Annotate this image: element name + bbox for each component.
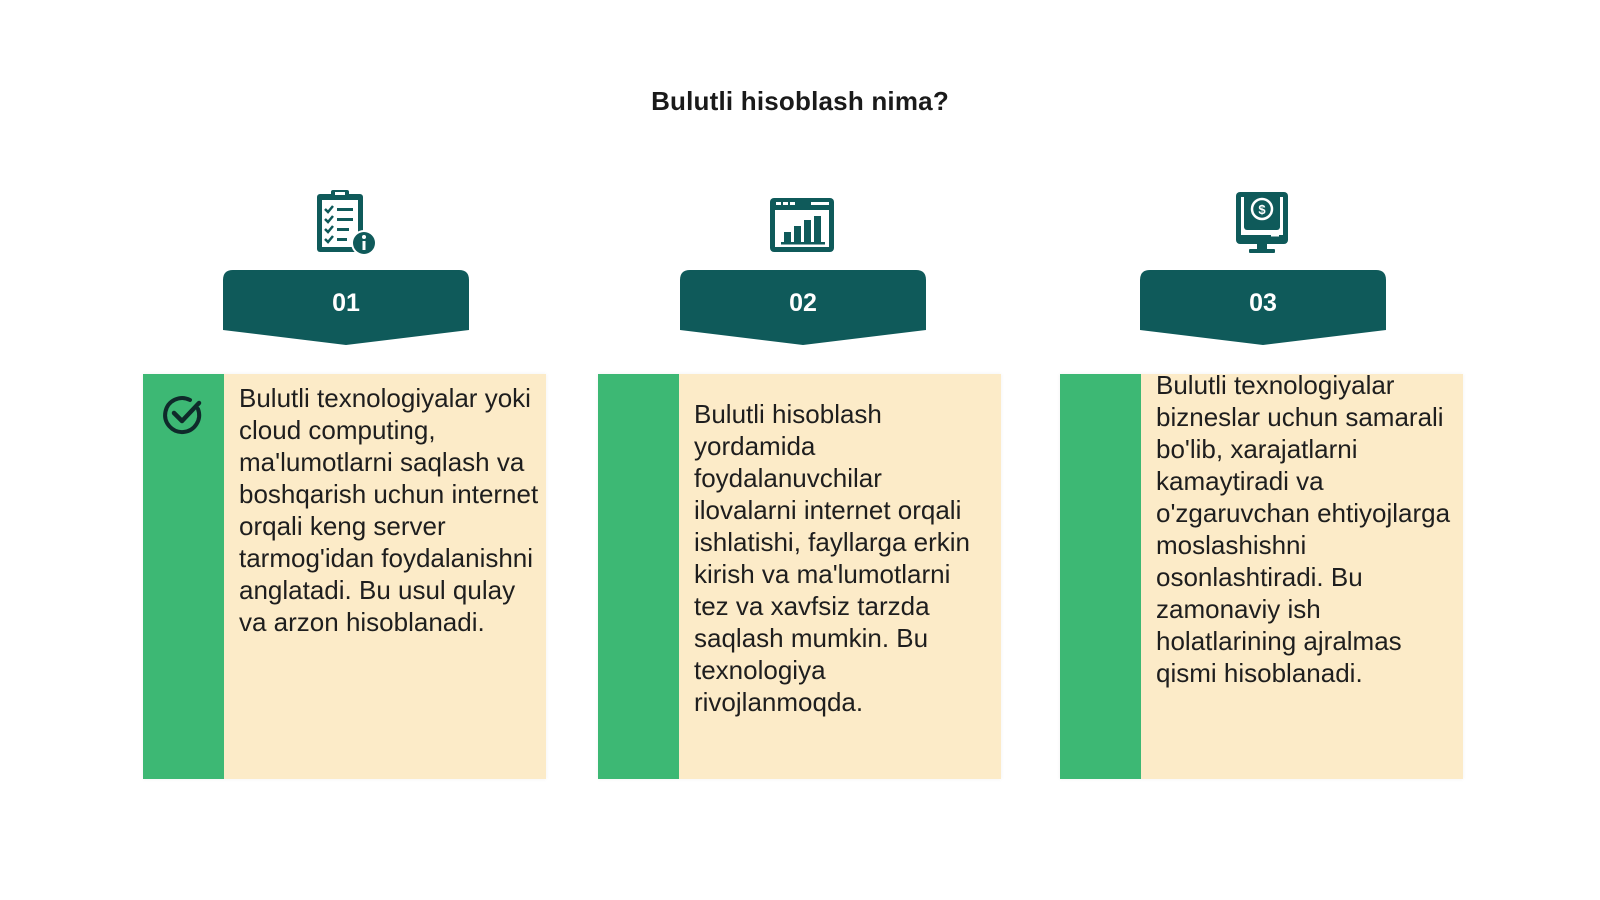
- step-column-01: [143, 0, 563, 900]
- step-description: Bulutli texnologiyalar yoki cloud computing, ma'lumotlarni saqlash va boshqarish uchun internet orqali keng server tarmog'idan foydalanishni anglatadi. Bu usul qulay va arzon hisoblanadi.: [239, 383, 539, 637]
- card-stripe: [143, 374, 224, 779]
- step-card: [143, 374, 546, 779]
- monitor-dollar-icon: [1227, 188, 1297, 258]
- svg-text:$: $: [1258, 202, 1266, 217]
- step-card: [1060, 370, 1463, 779]
- check-circle-icon: [161, 392, 207, 438]
- step-column-02: [598, 0, 1018, 900]
- step-banner: [1140, 270, 1386, 348]
- clipboard-checklist-info-icon: [311, 188, 381, 258]
- step-column-03: [1060, 0, 1480, 900]
- step-description: Bulutli texnologiyalar bizneslar uchun samarali bo'lib, xarajatlarni kamaytiradi va o'zgaruvchan ehtiyojlarga moslashishni osonlashtiradi. Bu zamonaviy ish holatlarining ajralmas qismi hisoblanadi.: [1156, 370, 1451, 688]
- step-card: [598, 374, 1001, 779]
- browser-bar-chart-icon: [767, 188, 837, 258]
- step-banner: [680, 270, 926, 348]
- step-number: 02: [789, 289, 817, 317]
- step-description: Bulutli hisoblash yordamida foydalanuvchilar ilovalarni internet orqali ishlatishi, fayllarga erkin kirish va ma'lumotlarni tez va xavfsiz tarzda saqlash mumkin. Bu texnologiya rivojlanmoqda.: [694, 399, 971, 717]
- page-title: Bulutli hisoblash nima?: [651, 86, 949, 116]
- card-stripe: [1060, 374, 1141, 779]
- step-number: 03: [1249, 289, 1277, 317]
- card-stripe: [598, 374, 679, 779]
- step-number: 01: [332, 289, 360, 317]
- step-banner: [223, 270, 469, 348]
